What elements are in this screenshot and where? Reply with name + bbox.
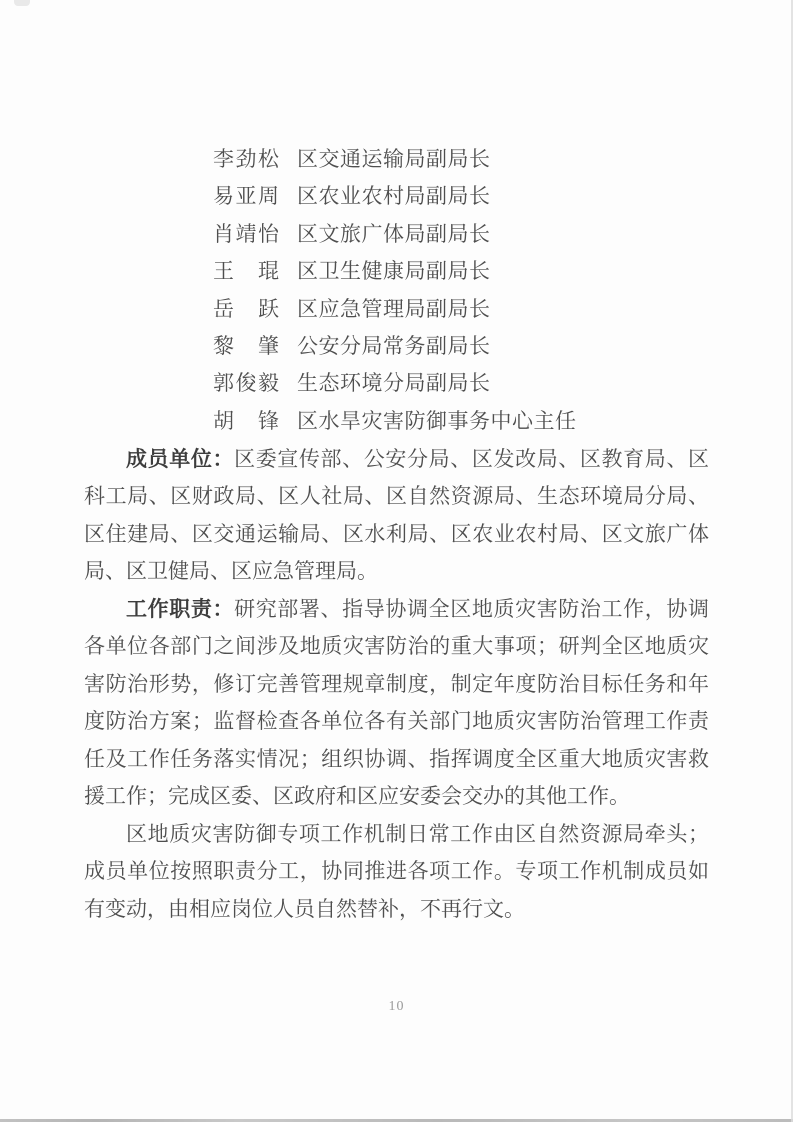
personnel-title: 区水旱灾害防御事务中心主任 bbox=[297, 408, 577, 433]
personnel-name: 李 劲 松 bbox=[213, 147, 279, 171]
scan-artifact-top-left bbox=[14, 0, 30, 6]
personnel-title: 区交通运输局副局长 bbox=[297, 147, 491, 171]
personnel-row bbox=[213, 216, 577, 253]
personnel-name: 易 亚 周 bbox=[213, 184, 279, 209]
paragraph-line: 任及工作任务落实情况；组织协调、指挥调度全区重大地质灾害救 bbox=[84, 746, 709, 771]
personnel-row bbox=[213, 253, 577, 290]
paragraph-line: 成员单位：区委宣传部、公安分局、区发改局、区教育局、区 bbox=[126, 447, 709, 471]
paragraph-label: 成员单位： bbox=[126, 447, 235, 471]
paragraph-line: 各单位各部门之间涉及地质灾害防治的重大事项；研判全区地质灾 bbox=[84, 634, 709, 659]
personnel-row bbox=[213, 365, 577, 402]
paragraph-line: 害防治形势，修订完善管理规章制度，制定年度防治目标任务和年 bbox=[84, 671, 709, 696]
personnel-title: 公安分局常务副局长 bbox=[297, 333, 491, 358]
personnel-title: 区卫生健康局副局长 bbox=[297, 259, 491, 284]
personnel-name: 肖 靖 怡 bbox=[213, 221, 279, 246]
personnel-list bbox=[213, 141, 577, 440]
personnel-title: 区农业农村局副局长 bbox=[297, 184, 491, 209]
personnel-title: 生态环境分局副局长 bbox=[297, 371, 491, 396]
personnel-name: 黎 肇 bbox=[213, 333, 279, 358]
personnel-row bbox=[213, 291, 577, 328]
paragraph-label: 工作职责： bbox=[126, 597, 235, 621]
personnel-row bbox=[213, 178, 577, 215]
page-number: 10 bbox=[388, 999, 405, 1014]
personnel-name: 郭 俊 毅 bbox=[213, 371, 279, 396]
personnel-title: 区文旅广体局副局长 bbox=[297, 221, 491, 246]
paragraph-mechanism-note bbox=[84, 816, 709, 928]
paragraph-work-duties bbox=[84, 591, 709, 815]
paragraph-line: 成员单位按照职责分工，协同推进各项工作。专项工作机制成员如 bbox=[84, 859, 709, 884]
paragraph-line: 有变动，由相应岗位人员自然替补，不再行文。 bbox=[84, 896, 525, 921]
personnel-name: 岳 跃 bbox=[213, 296, 279, 321]
paragraph-line: 局、区卫健局、区应急管理局。 bbox=[84, 559, 378, 584]
paragraph-line: 区地质灾害防御专项工作机制日常工作由区自然资源局牵头； bbox=[126, 822, 709, 846]
paragraph-line: 援工作；完成区委、区政府和区应安委会交办的其他工作。 bbox=[84, 784, 630, 809]
paragraph-line: 区住建局、区交通运输局、区水利局、区农业农村局、区文旅广体 bbox=[84, 521, 709, 546]
paragraph-line: 度防治方案；监督检查各单位各有关部门地质灾害防治管理工作责 bbox=[84, 709, 709, 734]
personnel-row bbox=[213, 141, 577, 178]
personnel-title: 区应急管理局副局长 bbox=[297, 296, 491, 321]
paragraph-line: 科工局、区财政局、区人社局、区自然资源局、生态环境局分局、 bbox=[84, 484, 709, 509]
personnel-name: 胡 锋 bbox=[213, 408, 279, 433]
personnel-name: 王 琨 bbox=[213, 259, 279, 284]
paragraph-member-units bbox=[84, 441, 709, 591]
personnel-row bbox=[213, 403, 577, 440]
personnel-row bbox=[213, 328, 577, 365]
paragraph-line: 工作职责：研究部署、指导协调全区地质灾害防治工作，协调 bbox=[126, 597, 709, 621]
